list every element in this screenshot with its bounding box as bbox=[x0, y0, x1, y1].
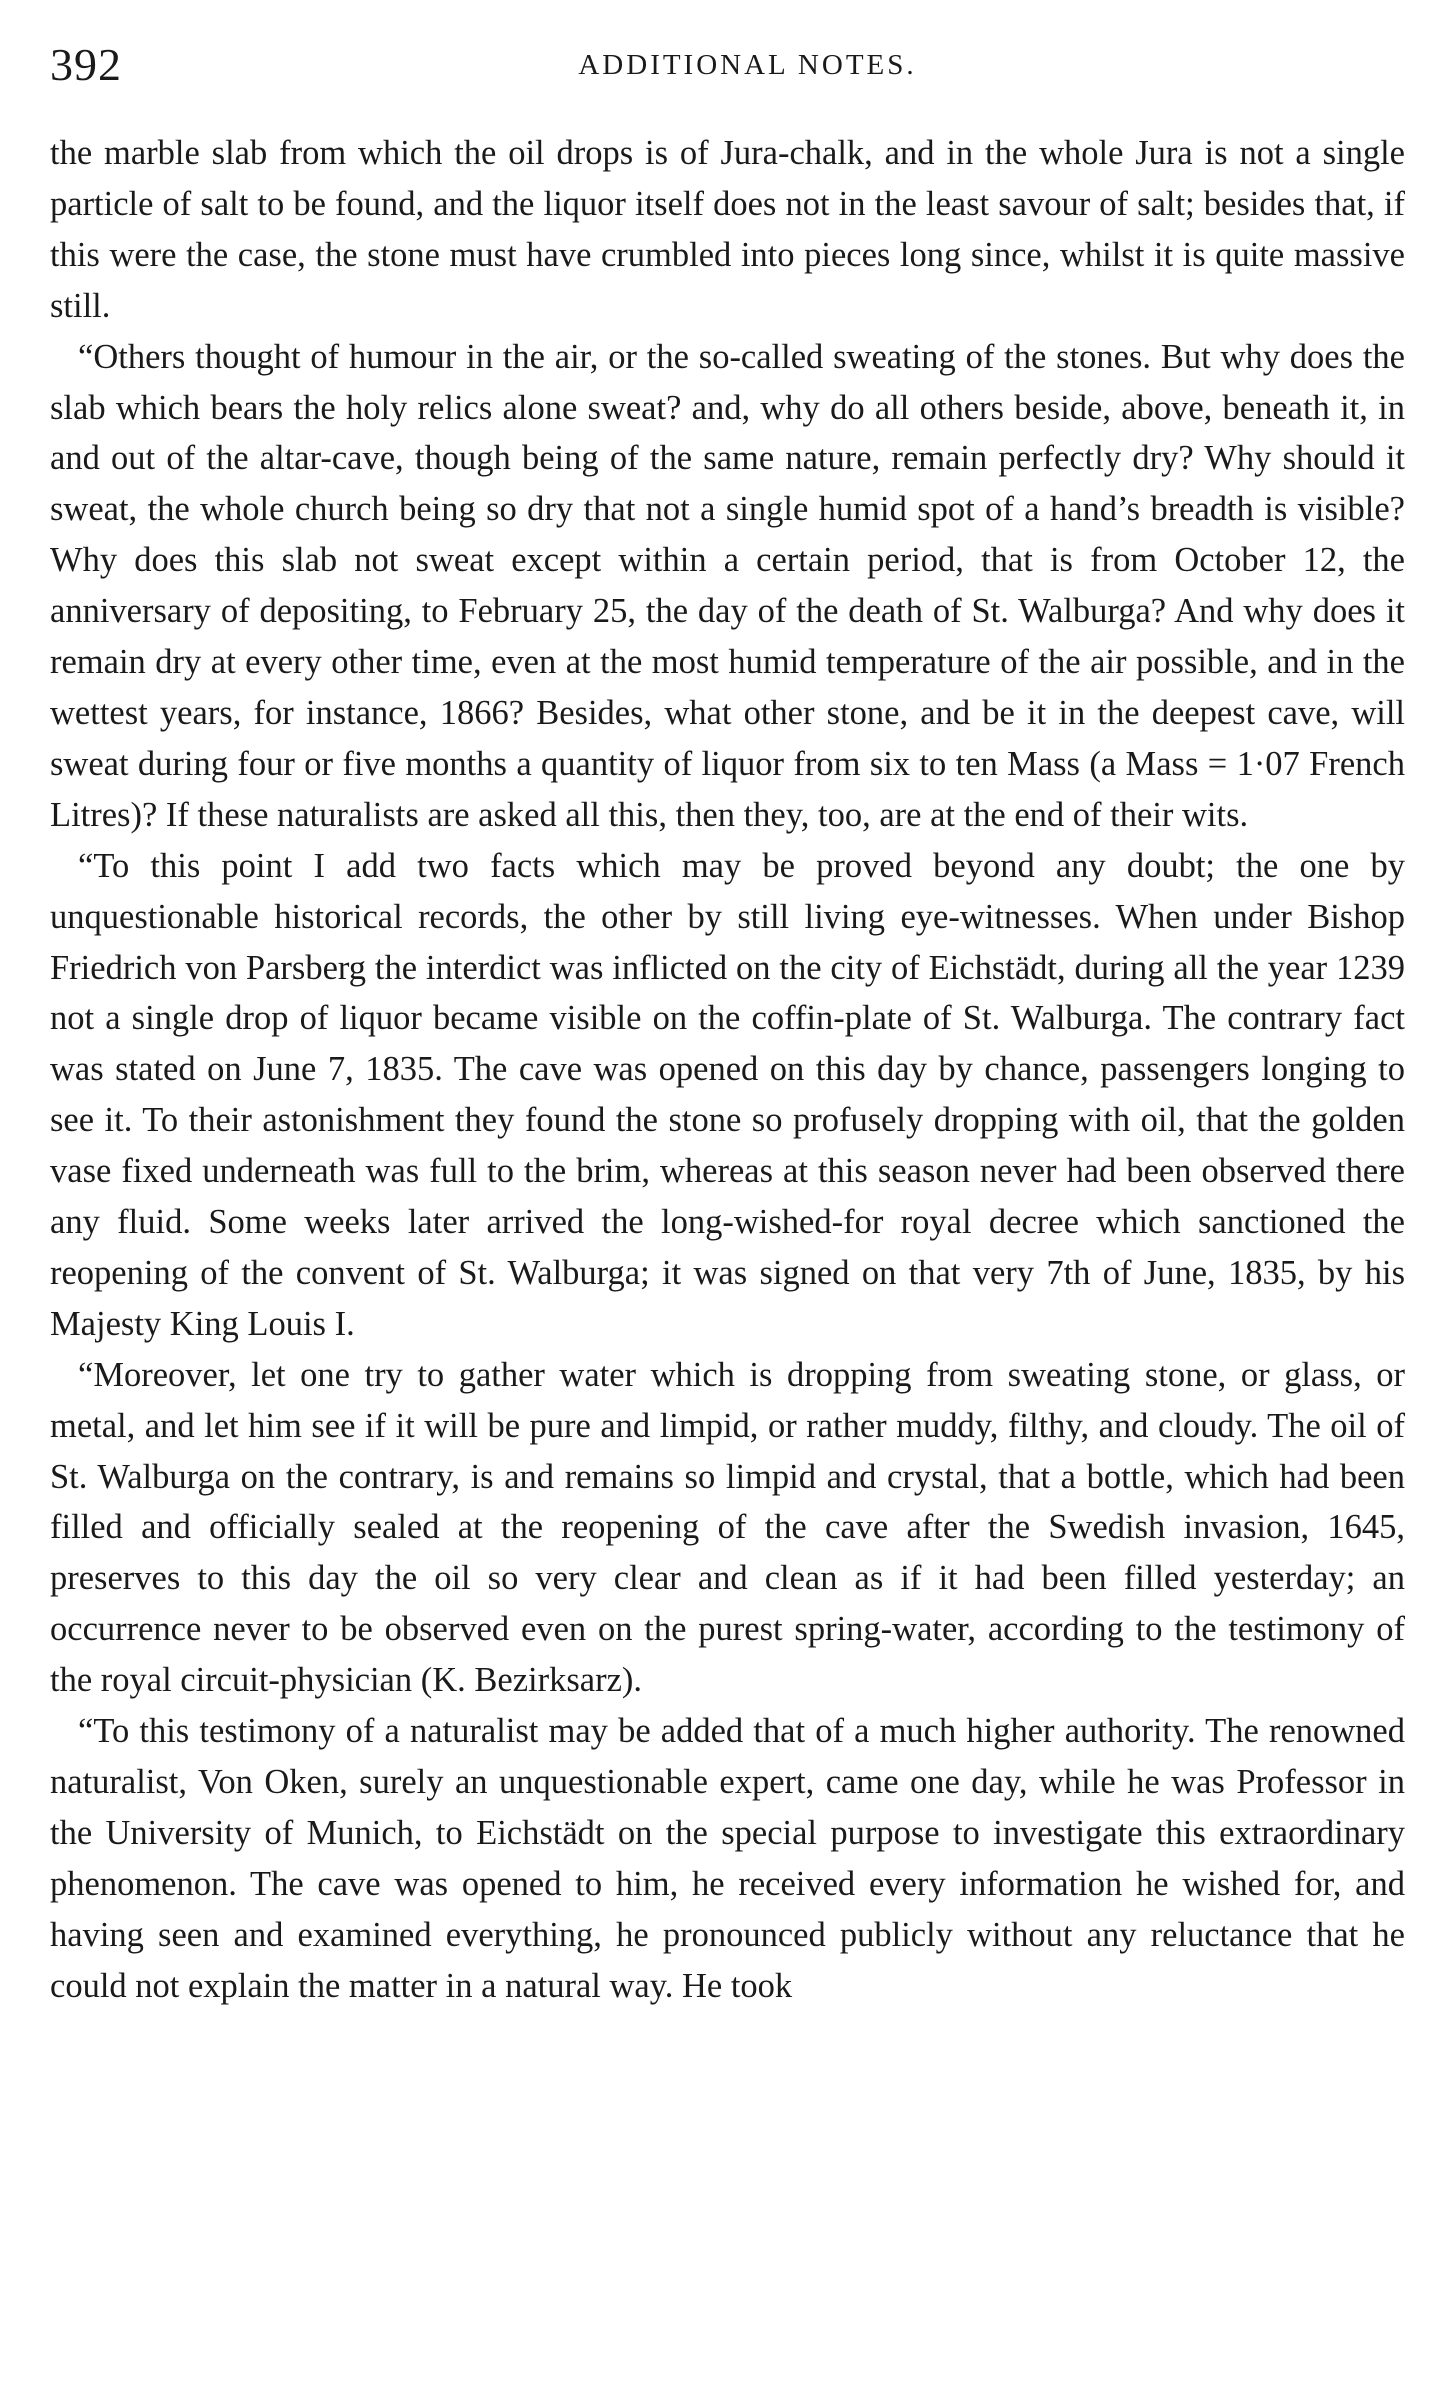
page-number: 392 bbox=[50, 39, 122, 90]
paragraph-two-facts: “To this point I add two facts which may be proved beyond any doubt; the one by unquestionable historical records, the other by still living eye-witnesses. When under Bishop Friedrich von Parsberg the interdict was inflicted on the city of Eichstädt, during all the year 1239 not a single drop of liquor became visible on the coffin-plate of St. Walburga. The contrary fact was stated on June 7, 1835. The cave was opened on this day by chance, passengers longing to see it. To their astonishment they found the stone so profusely dropping with oil, that the golden vase fixed underneath was full to the brim, whereas at this season never had been observed there any fluid. Some weeks later arrived the long-wished-for royal decree which sanctioned the reopening of the convent of St. Walburga; it was signed on that very 7th of June, 1835, by his Majesty King Louis I. bbox=[50, 846, 1405, 1343]
body-text bbox=[50, 128, 1405, 2012]
running-head: ADDITIONAL NOTES. bbox=[578, 49, 917, 81]
paragraph-von-oken: “To this testimony of a naturalist may be added that of a much higher authority. The renowned naturalist, Von Oken, surely an unquestionable expert, came one day, while he was Professor in the University of Munich, to Eichstädt on the special purpose to investigate this extraordinary phenomenon. The cave was opened to him, he received every information he wished for, and having seen and examined everything, he pronounced publicly without any reluctance that he could not explain the matter in a natural way. He took bbox=[50, 1712, 1405, 2005]
paragraph-sweating-stones: “Others thought of humour in the air, or the so-called sweating of the stones. But why does the slab which bears the holy relics alone sweat? and, why do all others beside, above, beneath it, in and out of the altar-cave, though being of the same nature, remain perfectly dry? Why should it sweat, the whole church being so dry that not a single humid spot of a hand’s breadth is visible? Why does this slab not sweat except within a certain period, that is from October 12, the anniversary of depositing, to February 25, the day of the death of St. Walburga? And why does it remain dry at every other time, even at the most humid temperature of the air possible, and in the wettest years, for instance, 1866? Besides, what other stone, and be it in the deepest cave, will sweat during four or five months a quantity of liquor from six to ten Mass (a Mass = 1·07 French Litres)? If these naturalists are asked all this, then they, too, are at the end of their wits. bbox=[50, 337, 1405, 834]
page-header bbox=[50, 30, 1405, 100]
paragraph-limpid-oil: “Moreover, let one try to gather water which is dropping from sweating stone, or glass, or metal, and let him see if it will be pure and limpid, or rather muddy, filthy, and cloudy. The oil of St. Walburga on the contrary, is and remains so limpid and crystal, that a bottle, which had been filled and officially sealed at the reopening of the cave after the Swedish invasion, 1645, preserves to this day the oil so very clear and clean as if it had been filled yesterday; an occurrence never to be observed even on the purest spring-water, according to the testimony of the royal circuit-physician (K. Bezirksarz). bbox=[50, 1355, 1405, 1700]
book-page bbox=[50, 30, 1405, 2370]
paragraph-continued: the marble slab from which the oil drops is of Jura-chalk, and in the whole Jura is not a single particle of salt to be found, and the liquor itself does not in the least savour of salt; besides that, if this were the case, the stone must have crumbled into pieces long since, whilst it is quite massive still. bbox=[50, 134, 1405, 325]
